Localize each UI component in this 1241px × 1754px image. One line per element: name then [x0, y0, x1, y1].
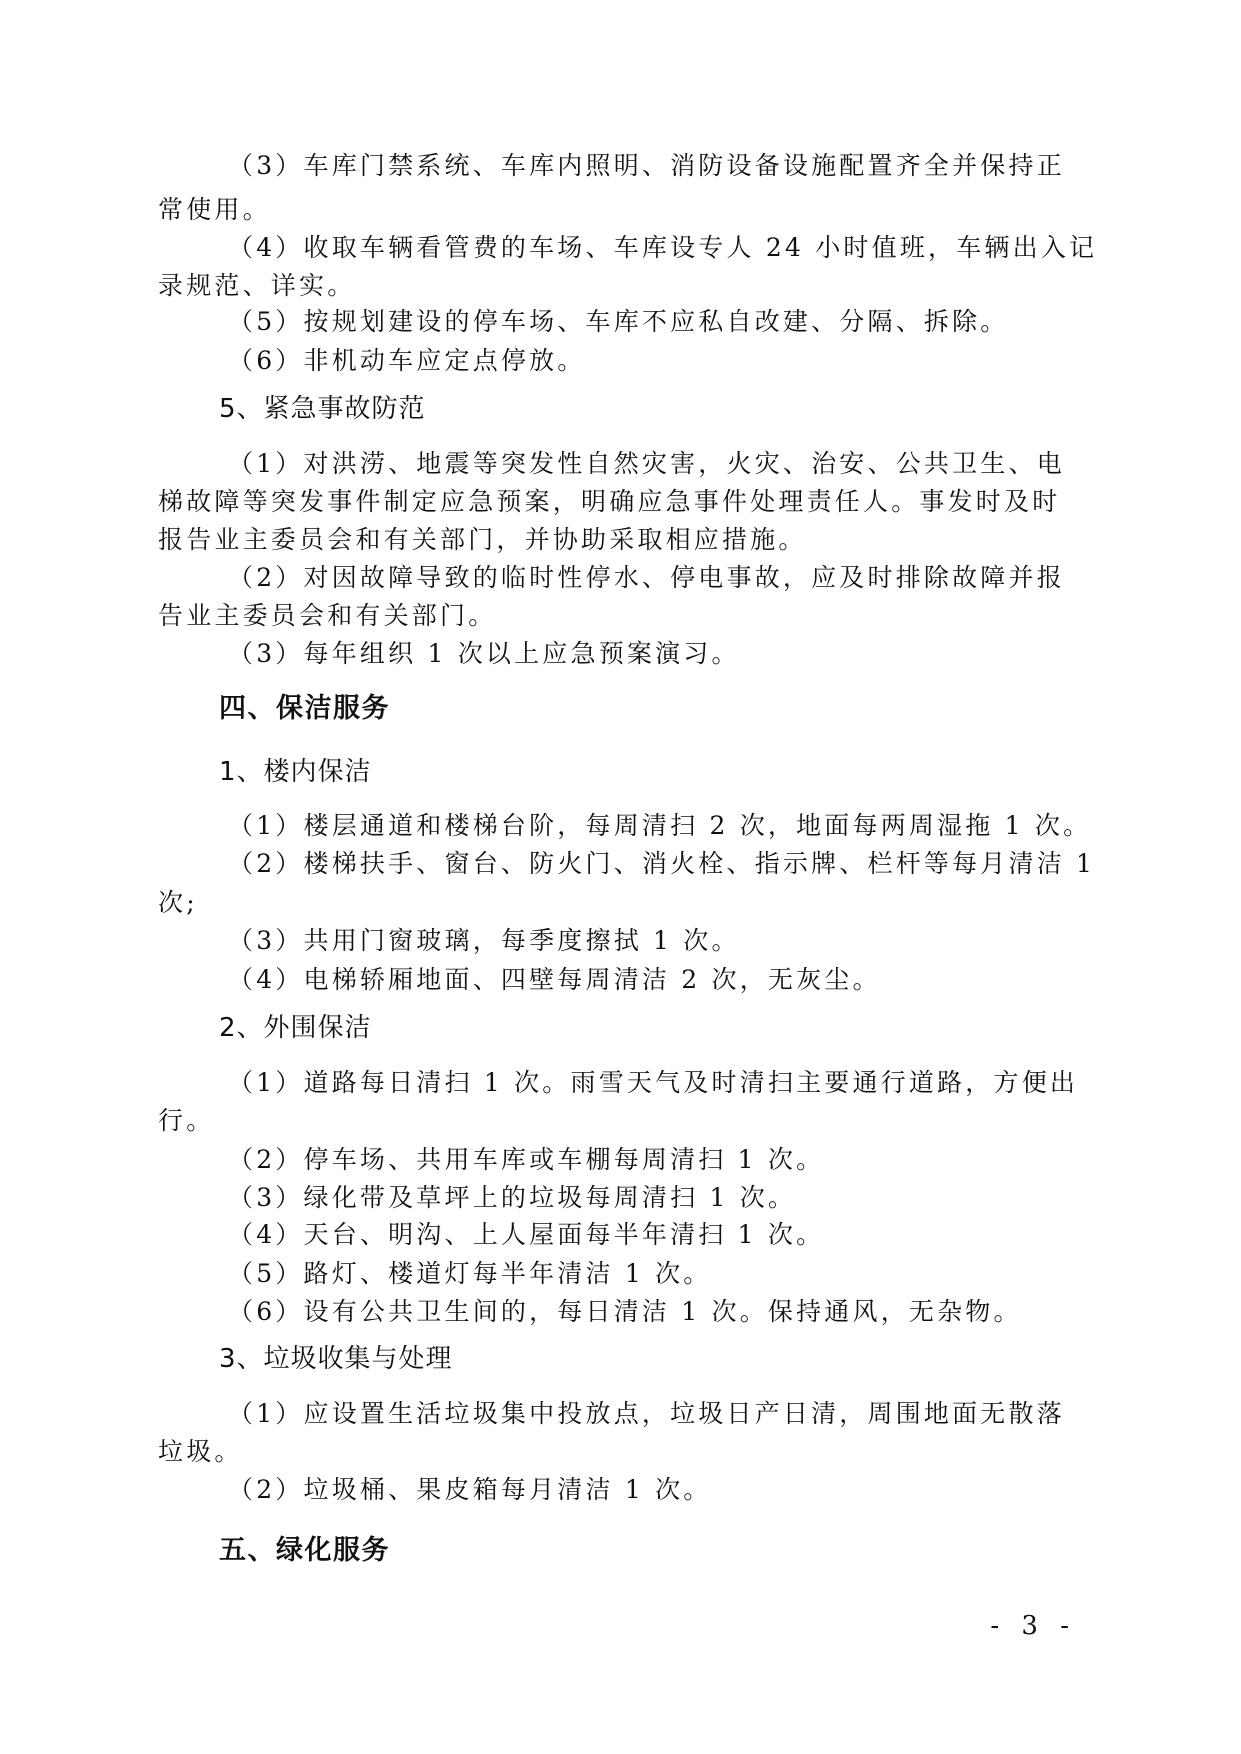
paragraph-line: （6）非机动车应定点停放。 [228, 346, 586, 375]
paragraph-line: （1）对洪涝、地震等突发性自然灾害，火灾、治安、公共卫生、电 [228, 449, 1065, 478]
page-number: - 3 - [990, 1611, 1076, 1641]
paragraph-line: 梯故障等突发事件制定应急预案，明确应急事件处理责任人。事发时及时 [158, 487, 1061, 516]
paragraph-line: （2）垃圾桶、果皮箱每月清洁 1 次。 [228, 1475, 712, 1504]
paragraph-line: （3）绿化带及草坪上的垃圾每周清扫 1 次。 [228, 1183, 797, 1212]
paragraph-line: （1）道路每日清扫 1 次。雨雪天气及时清扫主要通行道路，方便出 [228, 1068, 1079, 1097]
paragraph-line: （1）应设置生活垃圾集中投放点，垃圾日产日清，周围地面无散落 [228, 1399, 1065, 1428]
paragraph-line: 报告业主委员会和有关部门，并协助采取相应措施。 [158, 525, 807, 554]
paragraph-line: 垃圾。 [158, 1437, 243, 1466]
paragraph-line: 行。 [158, 1106, 215, 1135]
paragraph-line: （5）路灯、楼道灯每半年清洁 1 次。 [228, 1259, 712, 1288]
paragraph-line: 常使用。 [158, 195, 271, 224]
paragraph-line: （4）收取车辆看管费的车场、车库设专人 24 小时值班，车辆出入记 [228, 233, 1098, 262]
paragraph-line: 录规范、详实。 [158, 271, 356, 300]
paragraph-line: （2）楼梯扶手、窗台、防火门、消火栓、指示牌、栏杆等每月清洁 1 [228, 849, 1096, 878]
paragraph-line: （4）天台、明沟、上人屋面每半年清扫 1 次。 [228, 1220, 825, 1249]
paragraph-line: 告业主委员会和有关部门。 [158, 601, 497, 630]
section-heading-greening: 五、绿化服务 [219, 1535, 390, 1566]
subheading-indoor: 1、楼内保洁 [219, 757, 372, 787]
paragraph-line: （2）停车场、共用车库或车棚每周清扫 1 次。 [228, 1145, 825, 1174]
paragraph-line: （3）车库门禁系统、车库内照明、消防设备设施配置齐全并保持正 [228, 151, 1065, 180]
subheading-outdoor: 2、外围保洁 [219, 1013, 372, 1043]
paragraph-line: （3）每年组织 1 次以上应急预案演习。 [228, 639, 740, 668]
paragraph-line: 次; [158, 888, 198, 917]
paragraph-line: （2）对因故障导致的临时性停水、停电事故，应及时排除故障并报 [228, 563, 1065, 592]
paragraph-line: （1）楼层通道和楼梯台阶，每周清扫 2 次，地面每两周湿拖 1 次。 [228, 811, 1092, 840]
paragraph-line: （6）设有公共卫生间的，每日清洁 1 次。保持通风，无杂物。 [228, 1297, 1022, 1326]
paragraph-line: （4）电梯轿厢地面、四壁每周清洁 2 次，无灰尘。 [228, 965, 881, 994]
subheading-emergency: 5、紧急事故防范 [219, 394, 426, 424]
paragraph-line: （3）共用门窗玻璃，每季度擦拭 1 次。 [228, 926, 740, 955]
subheading-garbage: 3、垃圾收集与处理 [219, 1344, 453, 1374]
section-heading-cleaning: 四、保洁服务 [219, 693, 390, 724]
paragraph-line: （5）按规划建设的停车场、车库不应私自改建、分隔、拆除。 [228, 307, 1009, 336]
